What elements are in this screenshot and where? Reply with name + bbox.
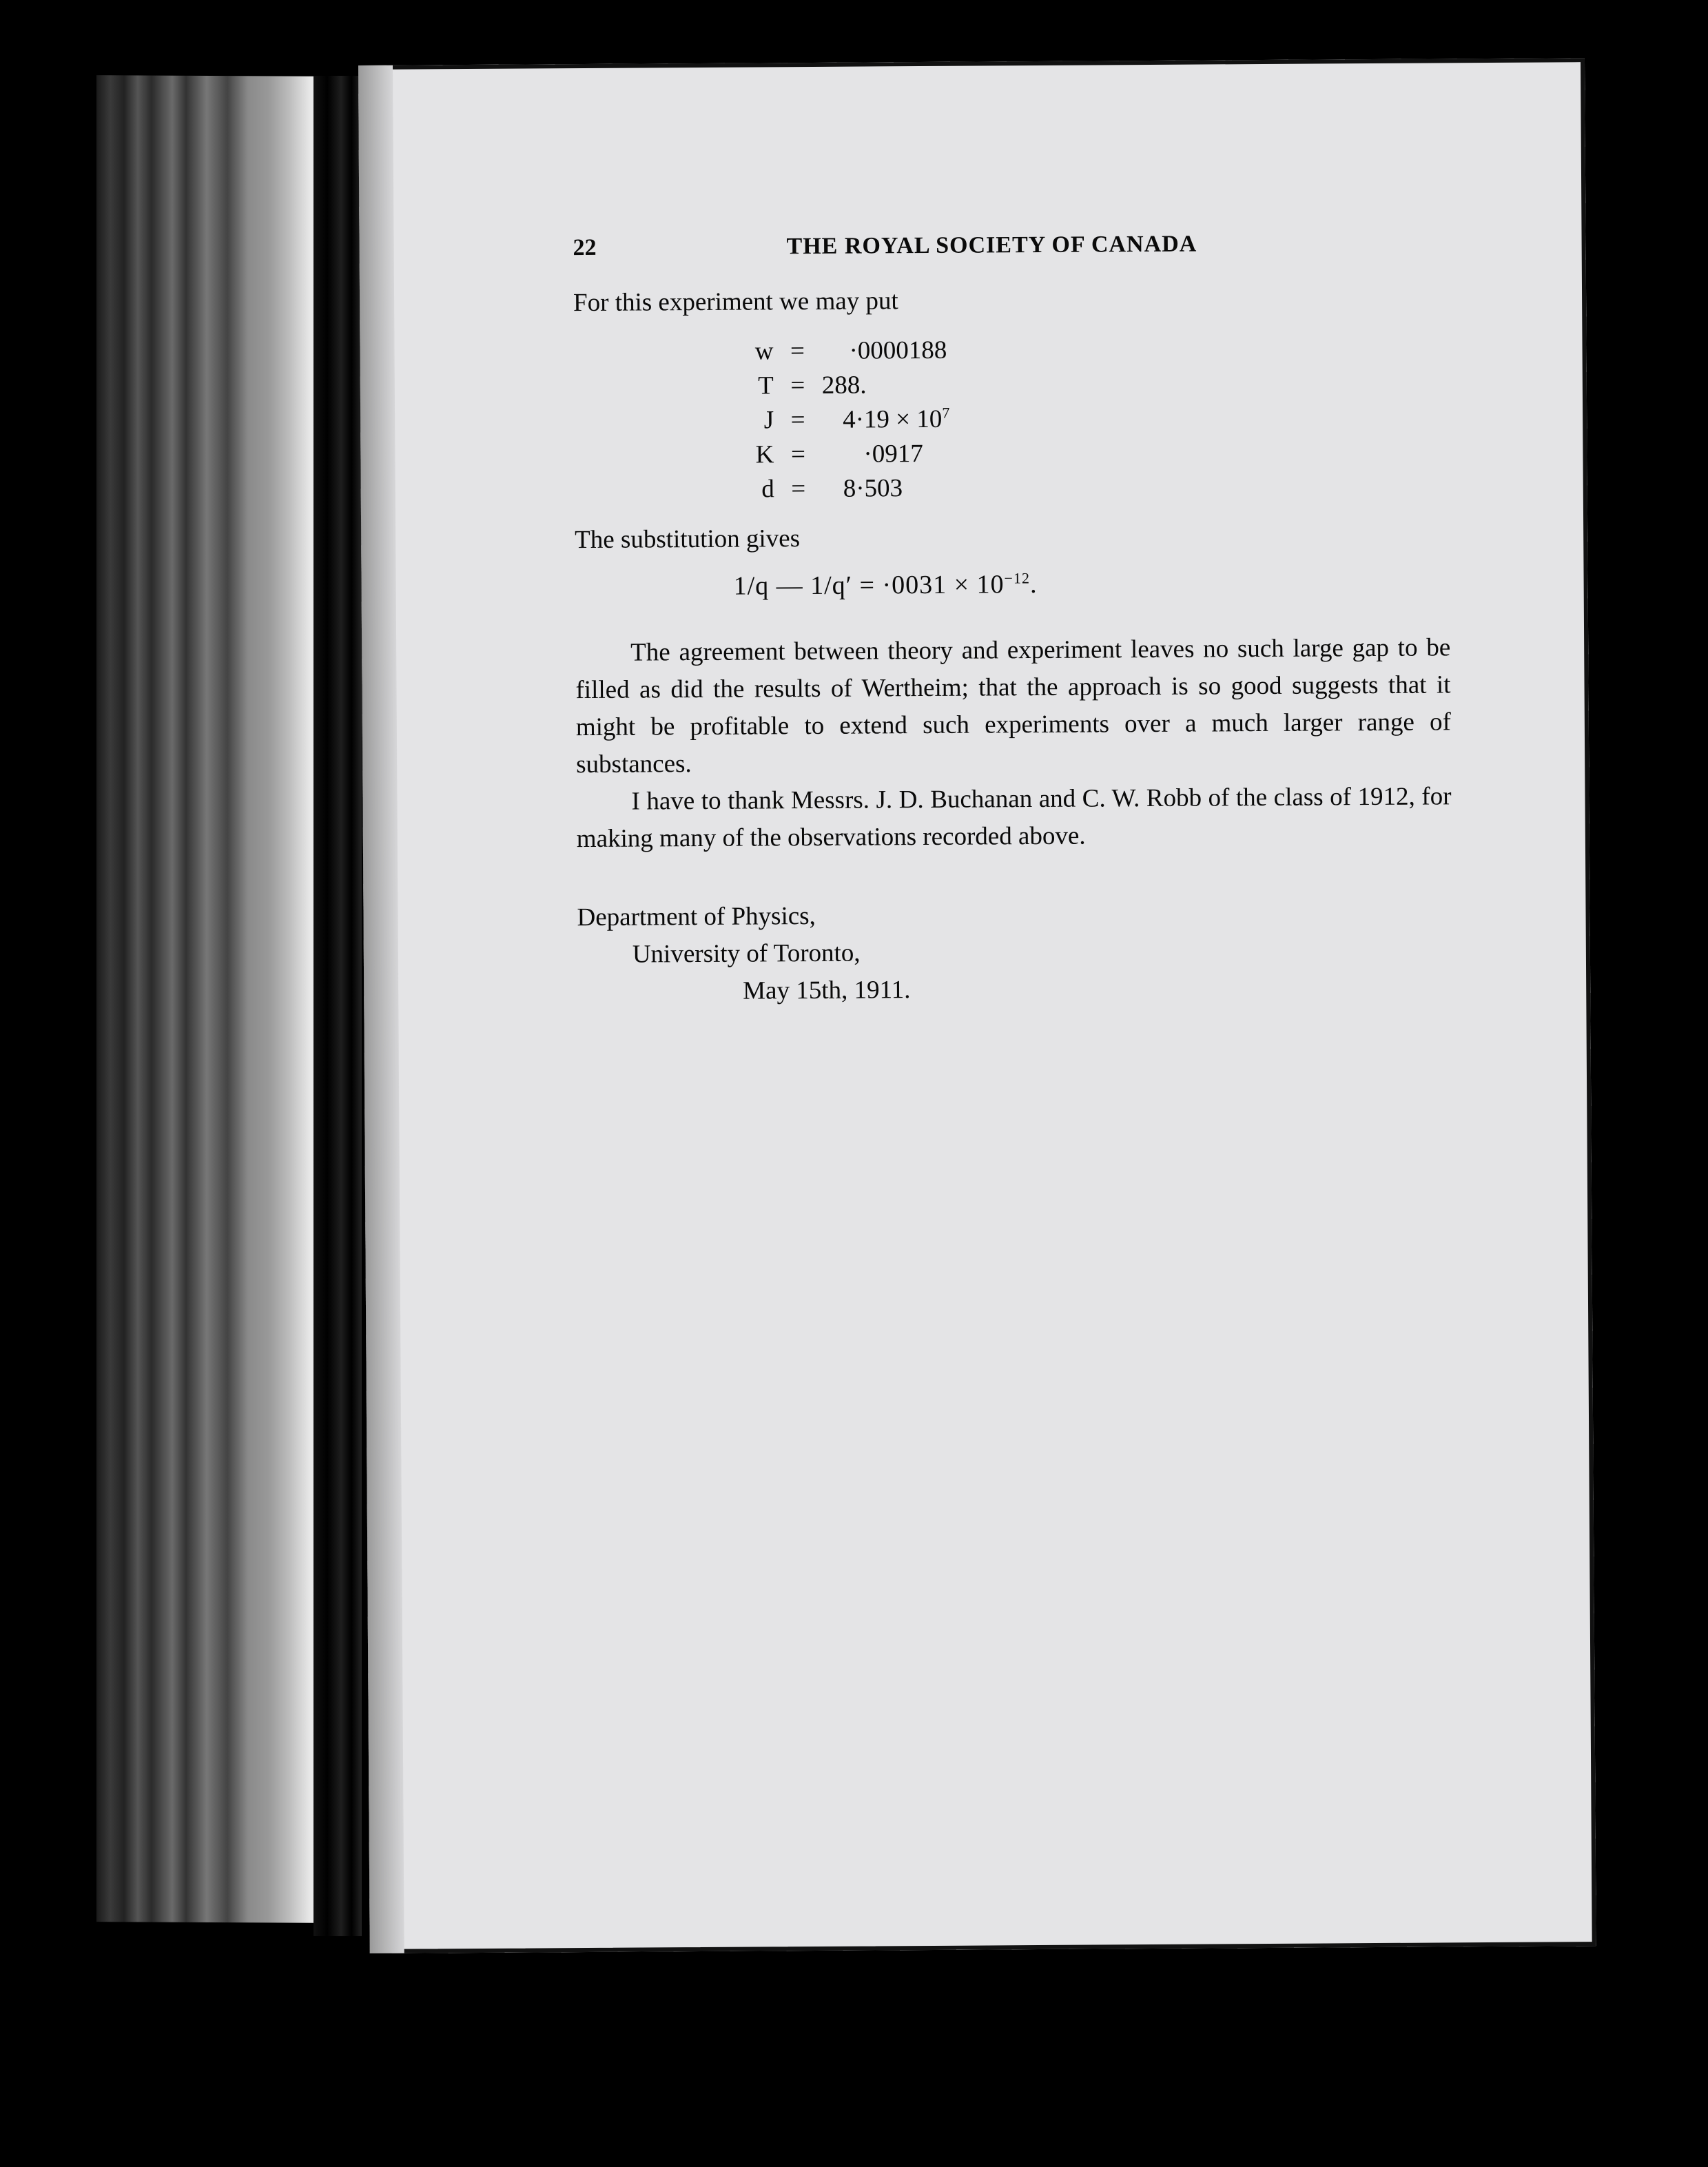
page-text-block xyxy=(573,224,1452,1011)
parameter-value: 8·503 xyxy=(843,474,903,503)
page-header xyxy=(573,224,1448,271)
parameter-value: ·0917 xyxy=(863,440,923,469)
parameter-value: 4·19 × 10 xyxy=(843,404,943,434)
parameter-symbol: J xyxy=(763,406,774,435)
parameter-value: ·0000188 xyxy=(849,336,947,365)
paragraph-agreement: The agreement between theory and experiment leaves no such large gap to be filled as did the results of Wertheim; that the approach is so good suggests that it might be profitable to extend such experiments over a much larger range of substances. xyxy=(575,633,1451,779)
parameter-row xyxy=(733,466,1450,505)
formula-text: 1/q — 1/q′ = ·0031 × 10 xyxy=(733,570,1005,601)
equals-sign: = xyxy=(790,440,806,469)
signature-department: Department of Physics, xyxy=(577,901,816,932)
signature-date: May 15th, 1911. xyxy=(743,976,911,1005)
parameter-symbol: T xyxy=(758,371,774,400)
intro-line: For this experiment we may put xyxy=(573,287,898,318)
parameter-symbol: d xyxy=(761,475,774,504)
equals-sign: = xyxy=(790,371,805,400)
book-page-edges xyxy=(96,75,331,1923)
parameter-value-with-exponent xyxy=(822,401,950,439)
parameter-symbol: w xyxy=(754,337,774,366)
book-cover-edge xyxy=(313,76,362,1936)
parameter-row xyxy=(732,329,1448,367)
paragraph-acknowledgement: I have to thank Messrs. J. D. Buchanan and C. W. Robb of the class of 1912, for making many of the observations recorded above. xyxy=(576,782,1452,854)
equals-sign: = xyxy=(790,337,805,366)
equals-sign: = xyxy=(791,475,806,504)
exponent: 7 xyxy=(942,404,950,422)
parameter-row xyxy=(732,363,1449,402)
signature-block xyxy=(577,894,1452,1011)
parameter-symbol: K xyxy=(755,440,774,469)
equals-sign: = xyxy=(790,406,805,435)
parameter-value: 288. xyxy=(821,371,867,400)
parameter-list xyxy=(732,329,1450,505)
signature-university: University of Toronto, xyxy=(632,938,861,969)
parameter-row xyxy=(732,432,1449,471)
formula-period: . xyxy=(1029,569,1038,599)
running-head: THE ROYAL SOCIETY OF CANADA xyxy=(786,231,1197,260)
book-page xyxy=(358,58,1596,1953)
substitution-line: The substitution gives xyxy=(575,524,801,555)
parameter-row xyxy=(732,398,1449,436)
page-number: 22 xyxy=(573,234,597,261)
formula-exponent: −12 xyxy=(1004,569,1031,587)
result-formula xyxy=(733,563,1450,604)
